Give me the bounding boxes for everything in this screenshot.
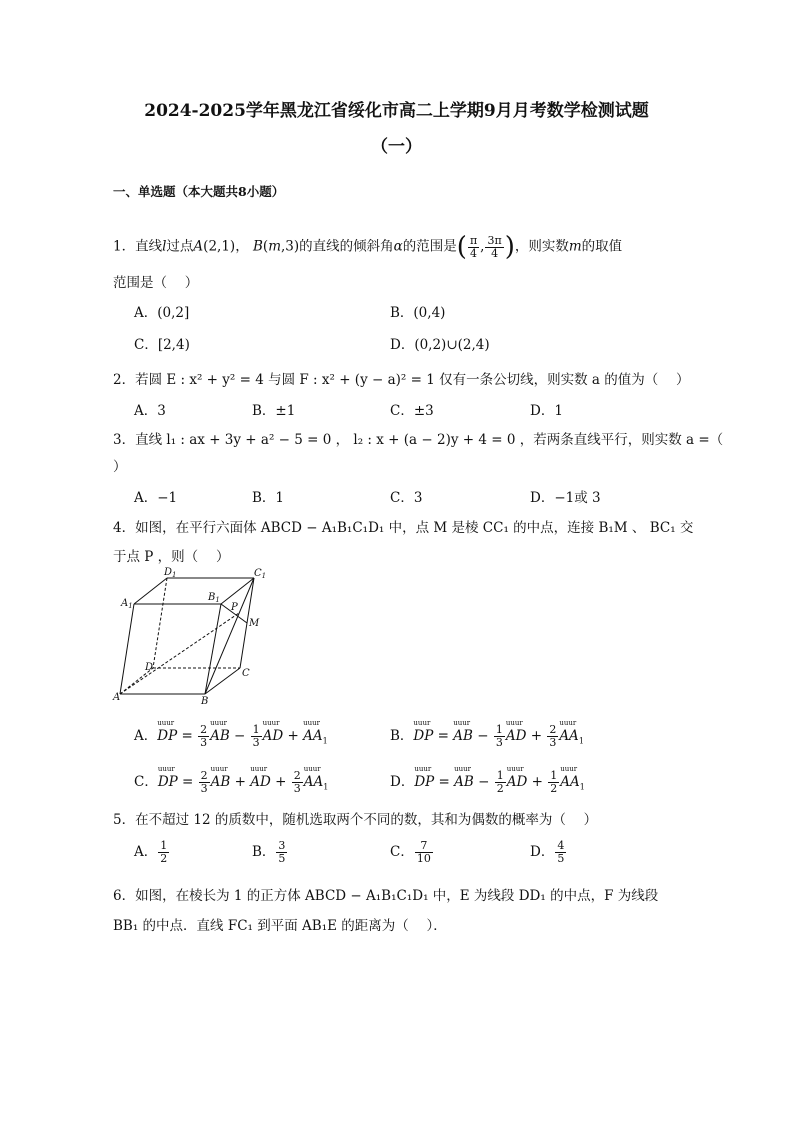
q4-option-b: B．uuur DP = uuur AB − $\frac{1}{3}$ uuur AD + $\frac{2}{3}$ uuur $AA_1$ — [390, 724, 584, 749]
svg-text:M: M — [249, 618, 260, 629]
svg-text:B: B — [201, 696, 209, 706]
q4-option-a: A．uuur DP = $\frac{2}{3}$ uuur AB − $\frac{1}{3}$ uuur AD + uuur $AA_1$ — [134, 724, 328, 749]
q5-option-b: B． $\frac{3}{5}$ — [252, 839, 286, 865]
question-6-stem: 6．如图，在棱长为 1 的正方体 ABCD − A₁B₁C₁D₁ 中，E 为线段 DD₁ 的中点，F 为线段 — [113, 888, 659, 904]
edge-a1d1 — [134, 578, 167, 604]
q5-option-d: D． $\frac{4}{5}$ — [530, 839, 565, 865]
q2-option-c: C．±3 — [390, 403, 434, 419]
question-1-stem: 1．直线l过点A(2,1)， B(m,3)的直线的倾斜角α的范围是( $\frac{\pi}{4}$ , $\frac{3\pi}{4}$ )，则实数m的取值 — [113, 232, 623, 262]
question-6-stem-line2: BB₁ 的中点．直线 FC₁ 到平面 AB₁E 的距离为（ ）． — [113, 918, 447, 934]
edge-b1b — [205, 604, 221, 694]
q3-option-a: A．−1 — [134, 490, 178, 506]
svg-text:D1: $D_1$ — [164, 567, 177, 579]
q1-option-b: B．(0,4) — [390, 305, 446, 321]
q1-option-a: A．(0,2] — [134, 305, 190, 321]
q5-option-a: A． $\frac{1}{2}$ — [134, 839, 168, 865]
q2-option-d: D．1 — [530, 403, 563, 419]
svg-text:D: D — [145, 662, 154, 673]
question-3-stem-line2: ） — [113, 459, 127, 475]
svg-text:C: C — [242, 668, 250, 679]
q4-option-c: C．uuur DP = $\frac{2}{3}$ uuur AB + uuur AD + $\frac{2}{3}$ uuur $AA_1$ — [134, 770, 328, 795]
edge-a1a — [120, 604, 134, 694]
paper-subtitle: （一） — [371, 137, 422, 157]
svg-text:A1: $A_1$ — [121, 598, 133, 610]
q1-option-c: C．[2,4) — [134, 337, 190, 353]
q1-option-d: D．(0,2)∪(2,4) — [390, 337, 490, 353]
svg-text:P: P — [231, 602, 238, 613]
question-4-stem-line2: 于点 P ，则（ ） — [113, 549, 230, 565]
svg-text:A: A — [113, 692, 121, 703]
q2-option-a: A．3 — [134, 403, 166, 419]
paper-title: 2024-2025学年黑龙江省绥化市高二上学期9月月考数学检测试题 — [144, 101, 649, 121]
question-5-stem: 5．在不超过 12 的质数中，随机选取两个不同的数，其和为偶数的概率为（ ） — [113, 812, 598, 828]
q3-option-d: D．−1或 3 — [530, 490, 601, 506]
q2-option-b: B．±1 — [252, 403, 296, 419]
q3-option-c: C．3 — [390, 490, 423, 506]
edge-d1d — [153, 578, 167, 668]
question-3-stem: 3．直线 l₁ : ax + 3y + a² − 5 = 0 ， l₂ : x + (a − 2)y + 4 = 0 ，若两条直线平行，则实数 a =（ — [113, 432, 724, 448]
svg-text:B1: $B_1$ — [208, 592, 220, 604]
q3-option-b: B．1 — [252, 490, 285, 506]
question-4-stem: 4．如图，在平行六面体 ABCD − A₁B₁C₁D₁ 中，点 M 是棱 CC₁ 的中点，连接 B₁M 、 BC₁ 交 — [113, 520, 694, 536]
section-header: 一、单选题（本大题共8小题） — [113, 184, 285, 199]
q5-option-c: C． $\frac{7}{10}$ — [390, 839, 431, 865]
question-2-stem: 2．若圆 E : x² + y² = 4 与圆 F : x² + (y − a)² = 1 仅有一条公切线，则实数 a 的值为（ ） — [113, 372, 690, 388]
parallelepiped-figure — [112, 566, 272, 706]
question-1-stem-line2: 范围是（ ） — [113, 275, 199, 291]
q4-option-d: D．uuur DP = uuur AB − $\frac{1}{2}$ uuur AD + $\frac{1}{2}$ uuur $AA_1$ — [390, 770, 585, 795]
svg-text:C1: $C_1$ — [254, 568, 267, 580]
